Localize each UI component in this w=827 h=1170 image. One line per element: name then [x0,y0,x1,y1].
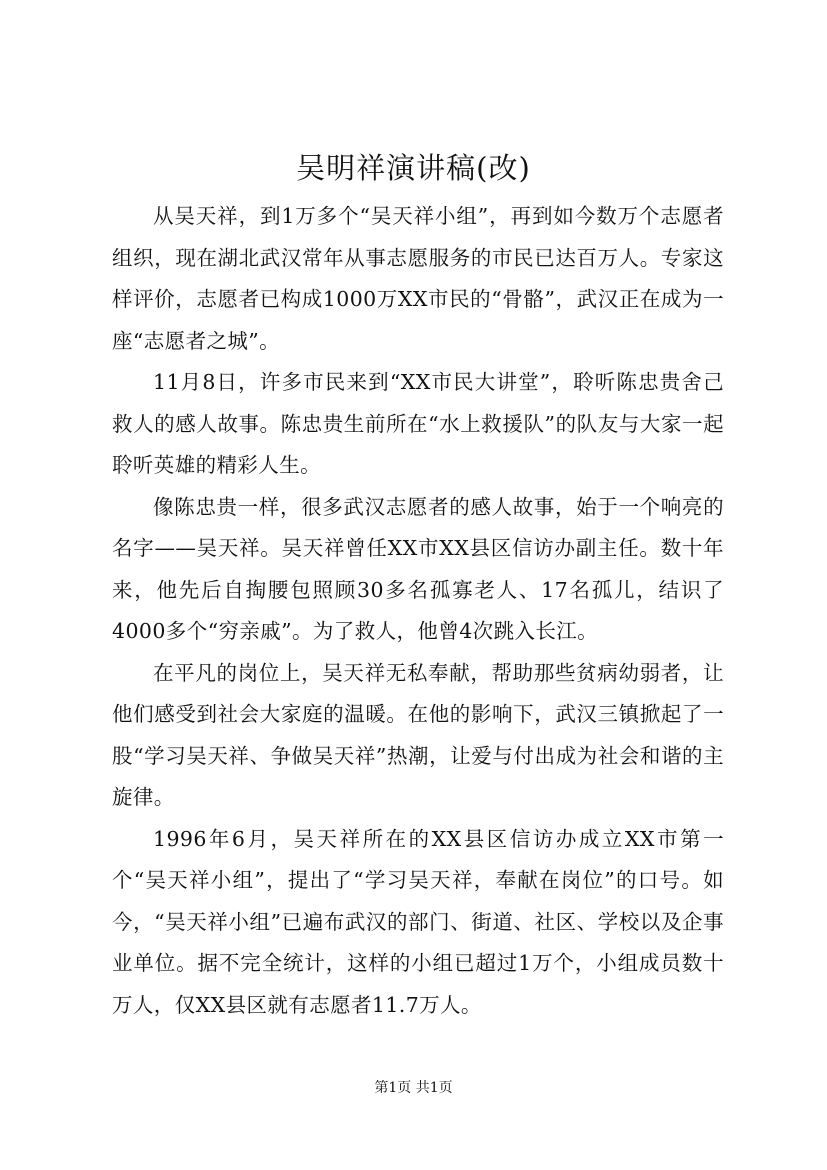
paragraph: 从吴天祥，到1万多个“吴天祥小组”，再到如今数万个志愿者组织，现在湖北武汉常年从事志愿服务的市民已达百万人。专家这样评价，志愿者已构成1000万XX市民的“骨骼”，武汉正在成为一座“志愿者之城”。 [112,204,724,353]
document-title: 吴明祥演讲稿(改) [296,151,531,185]
paragraph: 像陈忠贵一样，很多武汉志愿者的感人故事，始于一个响亮的名字——吴天祥。吴天祥曾任XX市XX县区信访办副主任。数十年来，他先后自掏腰包照顾30多名孤寡老人、17名孤儿，结识了4000多个“穷亲戚”。为了救人，他曾4次跳入长江。 [112,494,724,643]
page-footer: 第1页 共1页 [374,1080,453,1096]
document-body [112,196,724,1026]
paragraph: 1996年6月，吴天祥所在的XX县区信访办成立XX市第一个“吴天祥小组”，提出了“学习吴天祥，奉献在岗位”的口号。如今，“吴天祥小组”已遍布武汉的部门、街道、社区、学校以及企事业单位。据不完全统计，这样的小组已超过1万个，小组成员数十万人，仅XX县区就有志愿者11.7万人。 [112,826,724,1017]
paragraph: 在平凡的岗位上，吴天祥无私奉献，帮助那些贫病幼弱者，让他们感受到社会大家庭的温暖。在他的影响下，武汉三镇掀起了一股“学习吴天祥、争做吴天祥”热潮，让爱与付出成为社会和谐的主旋律。 [112,660,724,809]
paragraph: 11月8日，许多市民来到“XX市民大讲堂”，聆听陈忠贵舍己救人的感人故事。陈忠贵生前所在“水上救援队”的队友与大家一起聆听英雄的精彩人生。 [112,370,724,477]
